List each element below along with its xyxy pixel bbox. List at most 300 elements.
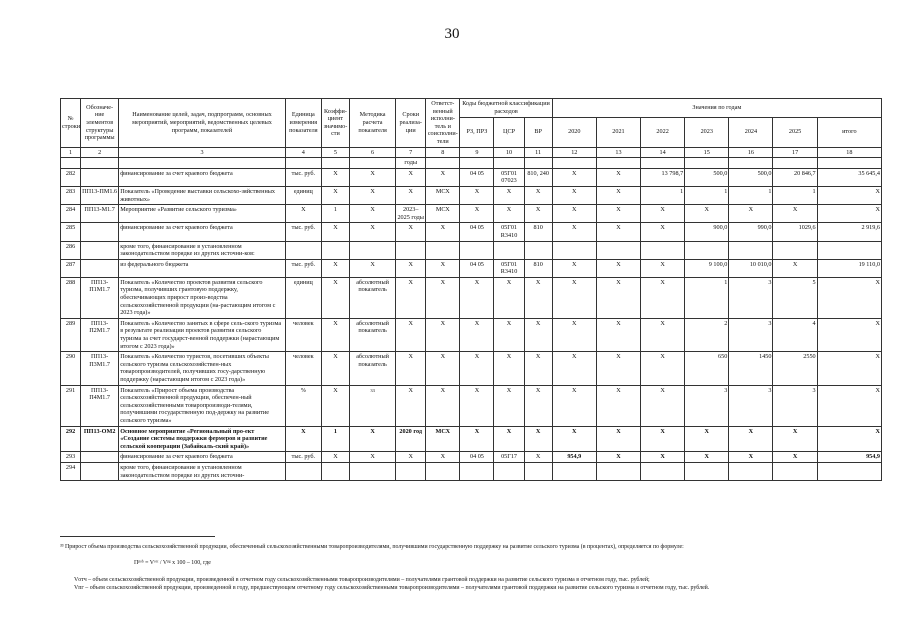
footnote-divider	[60, 536, 215, 537]
row-name: кроме того, финансирование в установленном законодательством порядке из других источни-ков:	[119, 241, 286, 259]
column-number: 18	[817, 147, 881, 158]
row-resp: X	[426, 223, 460, 241]
row-rz: X	[460, 186, 494, 204]
column-number: 2	[81, 147, 119, 158]
row-method	[350, 158, 396, 169]
row-value-2020: X	[552, 277, 596, 318]
row-value-2022: 13 798,7	[641, 168, 685, 186]
program-table	[60, 98, 882, 481]
row-value-2020: X	[552, 223, 596, 241]
row-value-2020: 954,9	[552, 452, 596, 463]
row-value-2024: X	[729, 426, 773, 452]
row-value-2020: X	[552, 259, 596, 277]
row-value-2023: 650	[685, 352, 729, 385]
row-vr: 810	[524, 223, 552, 241]
row-value-2020: X	[552, 205, 596, 223]
row-csr	[494, 241, 524, 259]
row-name: финансирование за счет краевого бюджета	[119, 223, 286, 241]
row-method: абсолютный показатель	[350, 352, 396, 385]
row-term: годы	[396, 158, 426, 169]
row-code	[81, 158, 119, 169]
row-resp: X	[426, 168, 460, 186]
row-rz	[460, 462, 494, 480]
row-term: X	[396, 259, 426, 277]
row-value-2023: 1	[685, 186, 729, 204]
row-name: Показатель «Количество туристов, посетивших объекты сельского туризма сельскохозяйствен-ных товаропроизводителей, получивших госу-дарственную поддержку (нарастающим итогом с 2023 года)»	[119, 352, 286, 385]
row-value-2022: X	[641, 318, 685, 351]
table-row	[61, 186, 882, 204]
row-unit	[285, 462, 321, 480]
column-number: 1	[61, 147, 81, 158]
row-rz: X	[460, 318, 494, 351]
row-rz: X	[460, 426, 494, 452]
col-year-header: 2023	[685, 117, 729, 147]
column-numbers-row	[61, 147, 882, 158]
row-value-2022	[641, 158, 685, 169]
column-number: 7	[396, 147, 426, 158]
row-method: X	[350, 223, 396, 241]
row-resp	[426, 158, 460, 169]
column-number: 10	[494, 147, 524, 158]
row-method: X	[350, 205, 396, 223]
column-number: 14	[641, 147, 685, 158]
table-row	[61, 259, 882, 277]
col-values-header: Значения по годам	[552, 99, 881, 118]
row-unit: тыс. руб.	[285, 223, 321, 241]
row-number: 284	[61, 205, 81, 223]
row-value-2025: 1	[773, 186, 817, 204]
row-total: 35 645,4	[817, 168, 881, 186]
row-code	[81, 452, 119, 463]
col-vr-header: ВР	[524, 117, 552, 147]
row-rz: 04 05	[460, 259, 494, 277]
table-row	[61, 158, 882, 169]
row-vr: X	[524, 452, 552, 463]
table-row	[61, 205, 882, 223]
column-number: 4	[285, 147, 321, 158]
col-year-header: 2020	[552, 117, 596, 147]
row-unit: человек	[285, 318, 321, 351]
row-value-2025: X	[773, 205, 817, 223]
row-vr: 810, 240	[524, 168, 552, 186]
row-coef	[321, 462, 349, 480]
row-value-2025: 5	[773, 277, 817, 318]
row-csr: X	[494, 277, 524, 318]
row-name: Показатель «Проведение выставки сельскохо-зяйственных животных»	[119, 186, 286, 204]
row-number: 293	[61, 452, 81, 463]
row-csr: X	[494, 205, 524, 223]
column-number: 15	[685, 147, 729, 158]
row-number: 294	[61, 462, 81, 480]
row-rz: X	[460, 385, 494, 426]
row-value-2021: X	[596, 277, 640, 318]
row-coef	[321, 241, 349, 259]
row-value-2024: 1	[729, 186, 773, 204]
column-number: 6	[350, 147, 396, 158]
row-value-2022: X	[641, 259, 685, 277]
row-name: кроме того, финансирование в установленном законодательством порядке из других источни-	[119, 462, 286, 480]
row-code: ПП13-П4М1.7	[81, 385, 119, 426]
row-total: X	[817, 352, 881, 385]
row-coef: X	[321, 452, 349, 463]
row-unit: X	[285, 205, 321, 223]
row-value-2021	[596, 241, 640, 259]
row-term: 2020 год	[396, 426, 426, 452]
row-number: 289	[61, 318, 81, 351]
row-value-2025: X	[773, 426, 817, 452]
row-rz: X	[460, 205, 494, 223]
row-unit	[285, 241, 321, 259]
row-value-2021: X	[596, 223, 640, 241]
table-row	[61, 452, 882, 463]
row-code	[81, 223, 119, 241]
row-value-2025	[773, 241, 817, 259]
column-number: 8	[426, 147, 460, 158]
column-number: 17	[773, 147, 817, 158]
col-csr-header: ЦСР	[494, 117, 524, 147]
row-csr	[494, 462, 524, 480]
row-value-2022: X	[641, 223, 685, 241]
row-coef: X	[321, 277, 349, 318]
row-vr: X	[524, 205, 552, 223]
row-term: X	[396, 186, 426, 204]
row-coef: X	[321, 168, 349, 186]
row-unit: тыс. руб.	[285, 259, 321, 277]
row-resp: X	[426, 259, 460, 277]
col-code-header: Обозначе-ние элементов структуры программы	[81, 99, 119, 148]
row-number: 283	[61, 186, 81, 204]
row-coef: X	[321, 223, 349, 241]
row-number: 288	[61, 277, 81, 318]
row-value-2022: X	[641, 205, 685, 223]
row-method: 33	[350, 385, 396, 426]
row-code	[81, 241, 119, 259]
row-resp: X	[426, 452, 460, 463]
row-number: 292	[61, 426, 81, 452]
row-value-2023: 500,0	[685, 168, 729, 186]
row-vr	[524, 462, 552, 480]
row-total: 2 919,6	[817, 223, 881, 241]
row-value-2023: 3	[685, 385, 729, 426]
column-number: 3	[119, 147, 286, 158]
row-total: X	[817, 385, 881, 426]
row-coef: X	[321, 352, 349, 385]
table-row	[61, 241, 882, 259]
row-term: X	[396, 385, 426, 426]
row-value-2021: X	[596, 385, 640, 426]
table-row	[61, 223, 882, 241]
row-code: ПП13-П1М1.7	[81, 277, 119, 318]
row-value-2023: 9 100,0	[685, 259, 729, 277]
column-number: 12	[552, 147, 596, 158]
row-csr	[494, 158, 524, 169]
row-value-2023	[685, 462, 729, 480]
table-row	[61, 168, 882, 186]
row-value-2020: X	[552, 352, 596, 385]
row-rz	[460, 158, 494, 169]
row-value-2024: X	[729, 452, 773, 463]
row-resp	[426, 241, 460, 259]
col-term-header: Сроки реализа-ции	[396, 99, 426, 148]
row-value-2020	[552, 241, 596, 259]
row-value-2020: X	[552, 426, 596, 452]
row-total	[817, 241, 881, 259]
row-number: 282	[61, 168, 81, 186]
row-code: ПП13-ОМ2	[81, 426, 119, 452]
row-name: финансирование за счет краевого бюджета	[119, 168, 286, 186]
row-csr: X	[494, 318, 524, 351]
row-value-2024: 990,0	[729, 223, 773, 241]
row-vr: X	[524, 277, 552, 318]
row-value-2020	[552, 158, 596, 169]
row-number	[61, 158, 81, 169]
row-rz: 04 05	[460, 223, 494, 241]
row-value-2022: X	[641, 277, 685, 318]
row-unit: единиц	[285, 186, 321, 204]
row-unit: единиц	[285, 277, 321, 318]
row-total: X	[817, 277, 881, 318]
row-resp: МСХ	[426, 186, 460, 204]
row-term	[396, 462, 426, 480]
row-code: ПП13-ПМ1.6	[81, 186, 119, 204]
row-value-2022: X	[641, 452, 685, 463]
row-value-2021: X	[596, 205, 640, 223]
row-value-2024: 3	[729, 318, 773, 351]
table-row	[61, 462, 882, 480]
row-value-2023: X	[685, 452, 729, 463]
row-value-2023: X	[685, 205, 729, 223]
row-value-2023	[685, 158, 729, 169]
page-number: 30	[444, 26, 460, 42]
row-value-2024: 500,0	[729, 168, 773, 186]
row-resp: МСХ	[426, 205, 460, 223]
row-value-2022: 1	[641, 186, 685, 204]
row-csr: X	[494, 186, 524, 204]
row-number: 291	[61, 385, 81, 426]
row-term: X	[396, 452, 426, 463]
row-value-2023: 2	[685, 318, 729, 351]
row-term: X	[396, 277, 426, 318]
row-code: ПП13-М1.7	[81, 205, 119, 223]
row-value-2021: X	[596, 452, 640, 463]
row-value-2021: X	[596, 259, 640, 277]
row-name	[119, 158, 286, 169]
row-resp: МСХ	[426, 426, 460, 452]
row-name: финансирование за счет краевого бюджета	[119, 452, 286, 463]
row-value-2025: 20 846,7	[773, 168, 817, 186]
row-number: 285	[61, 223, 81, 241]
row-vr	[524, 158, 552, 169]
row-code	[81, 462, 119, 480]
row-name: Показатель «Количество занятых в сфере сель-ского туризма в результате реализации проектов развития сельского туризма за счет государст-венной поддержки (нарастающим итогом с 2023 года)»	[119, 318, 286, 351]
row-coef	[321, 158, 349, 169]
row-resp: X	[426, 318, 460, 351]
row-value-2024	[729, 241, 773, 259]
row-coef: 1	[321, 205, 349, 223]
row-csr: 05Г01 R3410	[494, 223, 524, 241]
col-resp-header: Ответст-венный исполни-тель и соисполни-тели	[426, 99, 460, 148]
row-value-2021: X	[596, 426, 640, 452]
col-year-header: 2025	[773, 117, 817, 147]
row-coef: X	[321, 318, 349, 351]
row-name: Показатель «Прирост объема производства сельскохозяйственной продукции, обеспечен-ный сельскохозяйственными товаропроизводи-телями, получившими государственную под-держку на развитие сельского туризма»	[119, 385, 286, 426]
row-number: 286	[61, 241, 81, 259]
row-term	[396, 241, 426, 259]
row-name: Показатель «Количество проектов развития сельского туризма, получивших грантовую поддержку, обеспечивающих прирост произ-водства сельскохозяйственной продукции (на-растающим итогом с 2023 года)»	[119, 277, 286, 318]
table-row	[61, 352, 882, 385]
col-num-header: № строки	[61, 99, 81, 148]
row-value-2024: 3	[729, 385, 773, 426]
row-coef: X	[321, 259, 349, 277]
column-number: 5	[321, 147, 349, 158]
row-value-2024: X	[729, 205, 773, 223]
row-term: 2023–2025 годы	[396, 205, 426, 223]
row-value-2024	[729, 462, 773, 480]
row-value-2024	[729, 158, 773, 169]
row-term: X	[396, 168, 426, 186]
row-value-2024: 3	[729, 277, 773, 318]
row-value-2025: 2550	[773, 352, 817, 385]
row-rz	[460, 241, 494, 259]
col-year-header: 2024	[729, 117, 773, 147]
row-resp	[426, 462, 460, 480]
row-value-2020	[552, 462, 596, 480]
table-row	[61, 426, 882, 452]
column-number: 16	[729, 147, 773, 158]
footnote-definition: Vотч – объем сельскохозяйственной продукции, произведенной в отчетном году сельскохозяйственными товаропроизводителями – получателями грантовой поддержки на развитие сельского туризма в отчетном году, тыс. рублей;	[74, 577, 650, 583]
row-method: X	[350, 452, 396, 463]
row-unit: тыс. руб.	[285, 452, 321, 463]
col-name-header: Наименование целей, задач, подпрограмм, основных мероприятий, мероприятий, ведомственных целевых программ, показателей	[119, 99, 286, 148]
row-code	[81, 259, 119, 277]
row-vr: X	[524, 352, 552, 385]
col-coef-header: Коэффи-циент значимо-сти	[321, 99, 349, 148]
row-vr	[524, 241, 552, 259]
row-code: ПП13-П3М1.7	[81, 352, 119, 385]
column-number: 13	[596, 147, 640, 158]
col-year-header: 2022	[641, 117, 685, 147]
row-total	[817, 462, 881, 480]
row-method: X	[350, 426, 396, 452]
row-name: Мероприятие «Развитие сельского туризма»	[119, 205, 286, 223]
row-coef: 1	[321, 426, 349, 452]
row-unit: X	[285, 426, 321, 452]
row-csr: 05Г01 R3410	[494, 259, 524, 277]
table-row	[61, 277, 882, 318]
row-vr: X	[524, 186, 552, 204]
row-number: 287	[61, 259, 81, 277]
row-value-2020: X	[552, 186, 596, 204]
row-code	[81, 168, 119, 186]
row-total: X	[817, 318, 881, 351]
row-unit: человек	[285, 352, 321, 385]
row-value-2023: 900,0	[685, 223, 729, 241]
row-vr: X	[524, 318, 552, 351]
row-method: абсолютный показатель	[350, 318, 396, 351]
row-code: ПП13-П2М1.7	[81, 318, 119, 351]
row-value-2025	[773, 158, 817, 169]
row-term: X	[396, 223, 426, 241]
row-value-2020: X	[552, 385, 596, 426]
row-total: X	[817, 186, 881, 204]
row-total: X	[817, 205, 881, 223]
row-total: 954,9	[817, 452, 881, 463]
table-row	[61, 318, 882, 351]
row-unit: %	[285, 385, 321, 426]
row-resp: X	[426, 352, 460, 385]
row-value-2021	[596, 462, 640, 480]
row-coef: X	[321, 385, 349, 426]
col-method-header: Методика расчета показателя	[350, 99, 396, 148]
row-vr: X	[524, 426, 552, 452]
row-method	[350, 462, 396, 480]
row-unit	[285, 158, 321, 169]
row-value-2025	[773, 462, 817, 480]
row-value-2022: X	[641, 352, 685, 385]
row-csr: X	[494, 426, 524, 452]
row-value-2022: X	[641, 385, 685, 426]
col-total-header: итого	[817, 117, 881, 147]
col-year-header: 2021	[596, 117, 640, 147]
row-number: 290	[61, 352, 81, 385]
row-total: 19 110,0	[817, 259, 881, 277]
row-vr: X	[524, 385, 552, 426]
row-value-2025: 3	[773, 385, 817, 426]
col-budget-header: Коды бюджетной классификации расходов	[460, 99, 552, 118]
row-value-2022	[641, 462, 685, 480]
row-rz: X	[460, 352, 494, 385]
table-body	[61, 158, 882, 481]
row-value-2021: X	[596, 352, 640, 385]
row-value-2021: X	[596, 318, 640, 351]
row-unit: тыс. руб.	[285, 168, 321, 186]
row-value-2024: 10 010,0	[729, 259, 773, 277]
table-row	[61, 385, 882, 426]
row-total: X	[817, 426, 881, 452]
row-resp: X	[426, 385, 460, 426]
row-rz: 04 05	[460, 452, 494, 463]
row-value-2020: X	[552, 318, 596, 351]
row-method: абсолютный показатель	[350, 277, 396, 318]
row-value-2023	[685, 241, 729, 259]
row-method: X	[350, 259, 396, 277]
row-value-2021: X	[596, 168, 640, 186]
row-csr: X	[494, 385, 524, 426]
col-unit-header: Единица измерения показателя	[285, 99, 321, 148]
footnote-definition: Vпг – объем сельскохозяйственной продукции, произведенной в году, предшествующем отчетному году сельскохозяйственными товаропроизводителями – получателями грантовой поддержки на развитие сельского туризма в отчетном году, тыс. рублей.	[74, 585, 710, 591]
row-total	[817, 158, 881, 169]
row-csr: 05Г01 07023	[494, 168, 524, 186]
footnote-text: ³³ Прирост объема производства сельскохозяйственной продукции, обеспеченный сельскохозяйственными товаропроизводителями, получившими государственную поддержку на развитие сельского туризма (в процентах), определяется по формуле:	[60, 544, 684, 550]
row-value-2023: 1	[685, 277, 729, 318]
row-value-2024: 1450	[729, 352, 773, 385]
row-value-2025: 1029,6	[773, 223, 817, 241]
row-value-2021: X	[596, 186, 640, 204]
row-term: X	[396, 318, 426, 351]
row-term: X	[396, 352, 426, 385]
row-method	[350, 241, 396, 259]
row-method: X	[350, 168, 396, 186]
row-csr: X	[494, 352, 524, 385]
row-value-2025: X	[773, 259, 817, 277]
row-name: Основное мероприятие «Региональный про-ект «Создание системы поддержки фермеров и развитие сельской кооперации (Забайкаль-ский край)»	[119, 426, 286, 452]
row-value-2022	[641, 241, 685, 259]
row-rz: X	[460, 277, 494, 318]
col-rz-header: РЗ, ПРЗ	[460, 117, 494, 147]
column-number: 9	[460, 147, 494, 158]
row-value-2022: X	[641, 426, 685, 452]
row-method: X	[350, 186, 396, 204]
